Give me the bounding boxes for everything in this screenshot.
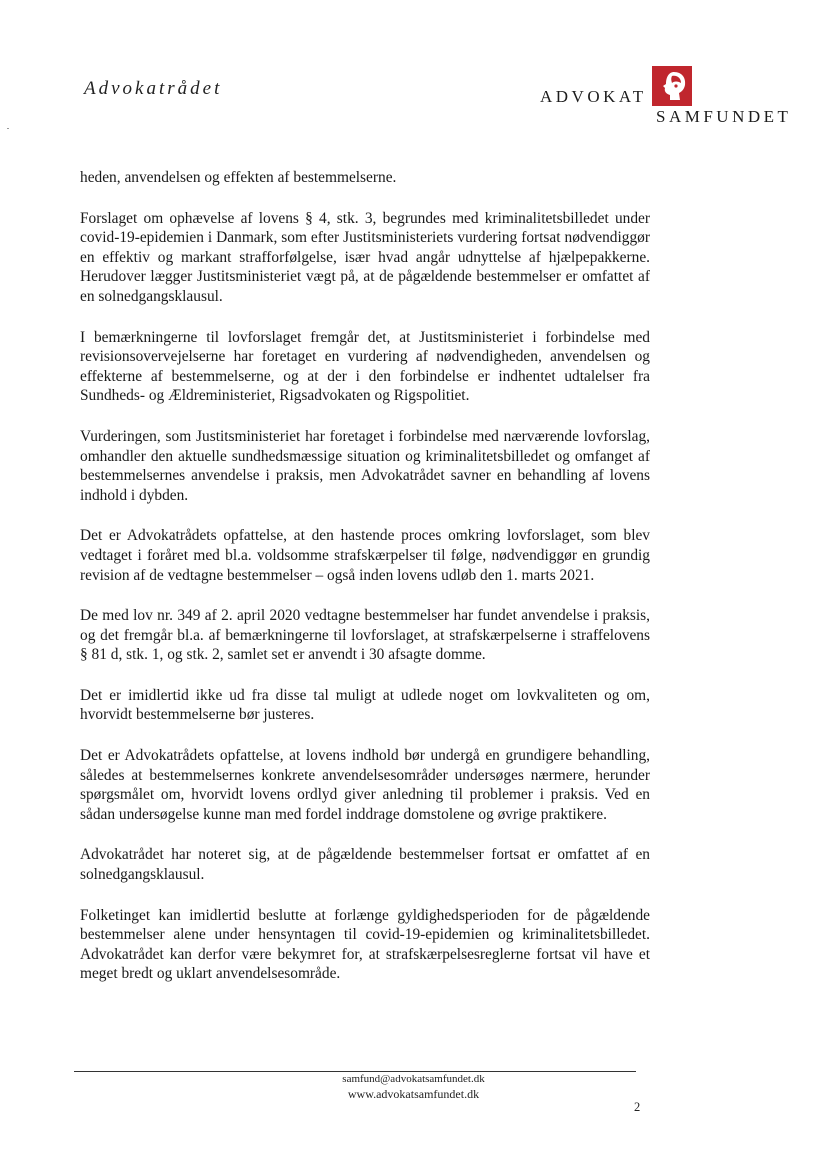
paragraph: Forslaget om ophævelse af lovens § 4, stk. 3, begrundes med kriminalitetsbilledet under covid-19-epidemien i Danmark, som efter Justitsministeriets vurdering fortsat nødvendiggør en effektiv og markant strafforfølgelse, især hvad angår udnyttelse af hjælpepakkerne. Herudover lægger Justitsministeriet vægt på, at de pågældende bestemmelser er omfattet af en solnedgangsklausul. bbox=[80, 209, 650, 305]
footer-website: www.advokatsamfundet.dk bbox=[347, 1087, 480, 1101]
paragraph: Advokatrådet har noteret sig, at de pågældende bestemmelser fortsat er omfattet af en solnedgangsklausul. bbox=[80, 846, 650, 884]
footer-email: samfund@advokatsamfundet.dk bbox=[342, 1073, 485, 1085]
paragraph: Det er Advokatrådets opfattelse, at den hastende proces omkring lovforslaget, som blev vedtaget i foråret med bl.a. voldsomme strafskærpelser til følge, nødvendiggør en grundig revision af de vedtagne bestemmelser – også inden lovens udløb den 1. marts 2021. bbox=[80, 527, 650, 584]
margin-mark bbox=[7, 128, 9, 129]
logo-emblem-icon bbox=[652, 66, 692, 106]
paragraph: heden, anvendelsen og effekten af bestemmelserne. bbox=[80, 169, 397, 186]
logo-text-line1: ADVOKAT bbox=[540, 87, 647, 106]
letter-body bbox=[80, 168, 650, 1005]
header-left-brand: Advokatrådet bbox=[84, 78, 223, 99]
page-number: 2 bbox=[634, 1100, 641, 1114]
advokatsamfundet-logo bbox=[540, 64, 805, 134]
paragraph: Vurderingen, som Justitsministeriet har foretaget i forbindelse med nærværende lovforslag, omhandler den aktuelle sundhedsmæssige situation og kriminalitetsbilledet og omfanget af bestemmelsernes anvendelse i praksis, men Advokatrådet savner en behandling af lovens indhold i dybden. bbox=[80, 427, 650, 504]
paragraph: Det er imidlertid ikke ud fra disse tal muligt at udlede noget om lovkvaliteten og om, hvorvidt bestemmelserne bør justeres. bbox=[80, 686, 650, 724]
paragraph: De med lov nr. 349 af 2. april 2020 vedtagne bestemmelser har fundet anvendelse i praksis, og det fremgår bl.a. af bemærkningerne til lovforslaget, at strafskærpelserne i straffelovens § 81 d, stk. 1, og stk. 2, samlet set er anvendt i 30 afsagte domme. bbox=[80, 607, 650, 664]
footer-divider bbox=[74, 1071, 636, 1072]
paragraph: I bemærkningerne til lovforslaget fremgår det, at Justitsministeriet i forbindelse med revisionsovervejelserne har foretaget en vurdering af nødvendigheden, anvendelsen og effekterne af bestemmelserne, og at der i den forbindelse er indhentet udtalelser fra Sundheds- og Ældreministeriet, Rigsadvokaten og Rigspolitiet. bbox=[80, 328, 650, 405]
paragraph: Folketinget kan imidlertid beslutte at forlænge gyldighedsperioden for de pågældende bestemmelser alene under hensyntagen til covid-19-epidemien og kriminalitetsbilledet. Advokatrådet kan derfor være bekymret for, at strafskærpelsesreglerne fortsat vil have et meget bredt og uklart anvendelsesområde. bbox=[80, 906, 650, 983]
paragraph: Det er Advokatrådets opfattelse, at lovens indhold bør undergå en grundigere behandling, således at bestemmelsernes konkrete anvendelsesområder undersøges nærmere, herunder spørgsmålet om, hvorvidt lovens ordlyd giver anledning til problemer i praksis. Ved en sådan undersøgelse kunne man med fordel inddrage domstolene og øvrige praktikere. bbox=[80, 747, 650, 823]
logo-text-line2: SAMFUNDET bbox=[656, 107, 792, 126]
